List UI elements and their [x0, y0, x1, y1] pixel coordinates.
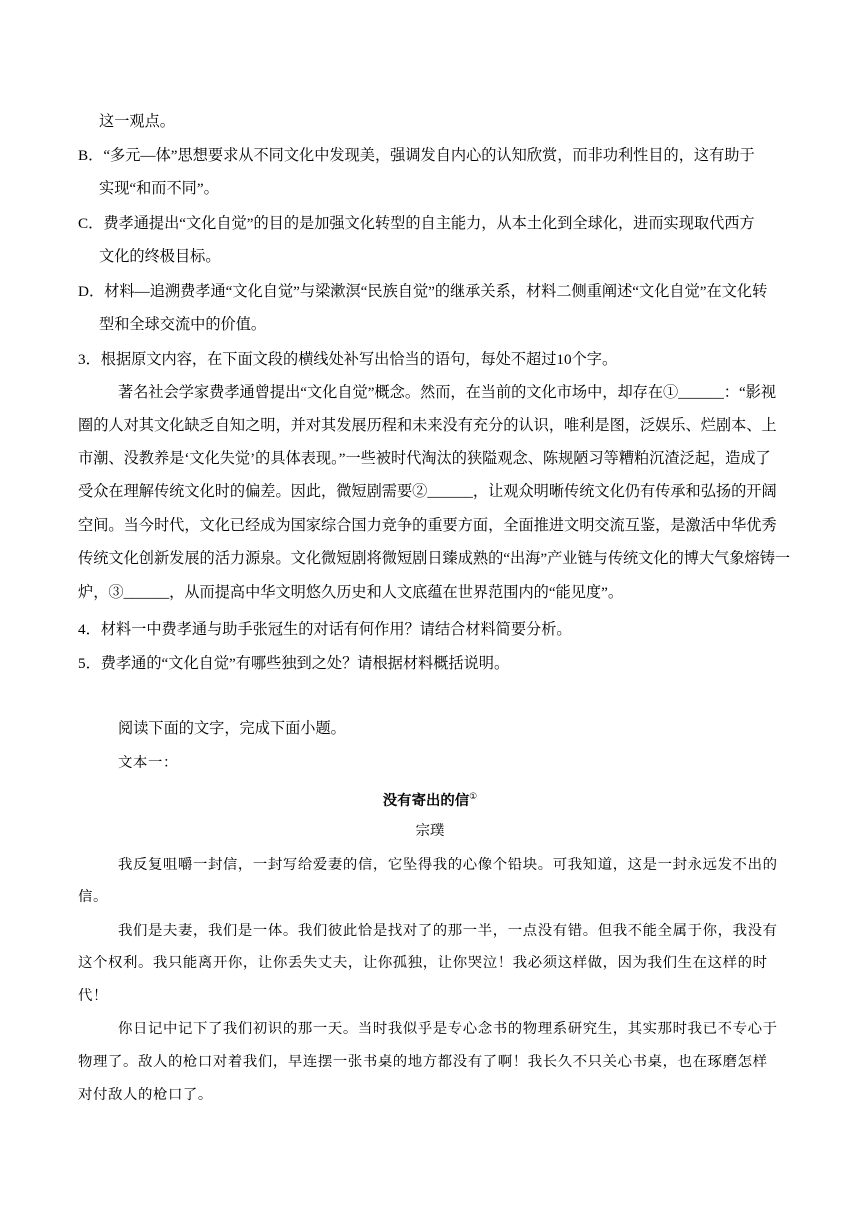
option-c-line-2: 文化的终极目标。 [99, 248, 221, 265]
question-3-passage-line: 市潮、没教养是‘文化失觉’的具体表现。”一些被时代淘汰的狭隘观念、陈规陋习等糟粕沉渣泛起，造成了 [78, 450, 771, 467]
option-a-continuation: 这一观点。 [99, 113, 175, 130]
option-b-line-1: B．“多元—体”思想要求从不同文化中发现美，强调发自内心的认知欣赏，而非功利性目的，这有助于 [78, 147, 755, 164]
question-3-passage-line: 圈的人对其文化缺乏自知之明，并对其发展历程和未来没有充分的认识，唯利是图，泛娱乐、烂剧本、上 [78, 417, 777, 434]
article-author: 宗璞 [415, 823, 445, 839]
article-title-text: 没有寄出的信 [382, 792, 470, 809]
article-title [0, 787, 860, 811]
article-paragraph-line: 我反复咀嚼一封信，一封写给爱妻的信，它坠得我的心像个铅块。可我知道，这是一封永远发不出的 [118, 857, 778, 873]
question-5: 5．费孝通的“文化自觉”有哪些独到之处？请根据材料概括说明。 [78, 655, 510, 672]
article-paragraph-line: 我们是夫妻，我们是一体。我们彼此恰是找对了的那一半，一点没有错。但我不能全属于你，我没有 [118, 923, 778, 939]
question-3-passage-line: 炉，③______，从而提高中华文明悠久历史和人文底蕴在世界范围内的“能见度”。 [78, 584, 624, 601]
question-3-passage-line: 著名社会学家费孝通曾提出“文化自觉”概念。然而，在当前的文化市场中，却存在①______：“影视 [118, 384, 777, 401]
article-paragraph-line: 你日记中记下了我们初识的那一天。当时我似乎是专心念书的物理系研究生，其实那时我已不专心于 [118, 1021, 778, 1037]
reading-instruction: 阅读下面的文字，完成下面小题。 [118, 720, 346, 737]
question-3-passage-line: 空间。当今时代，文化已经成为国家综合国力竞争的重要方面，全面推进文明交流互鉴，是激活中华优秀 [78, 517, 777, 534]
article-paragraph-line: 物理了。敌人的枪口对着我们，早连摆一张书桌的地方都没有了啊！我长久不只关心书桌，也在琢磨怎样 [78, 1054, 768, 1070]
article-paragraph-line: 代！ [78, 988, 108, 1004]
text-label: 文本一： [118, 755, 178, 771]
question-3-stem: 3．根据原文内容，在下面文段的横线处补写出恰当的语句，每处不超过10个字。 [78, 351, 618, 368]
option-b-line-2: 实现“和而不同”。 [99, 180, 219, 197]
article-paragraph-line: 这个权利。我只能离开你，让你丢失丈夫，让你孤独，让你哭泣！我必须这样做，因为我们生在这样的时 [78, 955, 768, 971]
option-c-line-1: C．费孝通提出“文化自觉”的目的是加强文化转型的自主能力，从本土化到全球化，进而实现取代西方 [78, 215, 755, 232]
article-paragraph-line: 信。 [78, 889, 108, 905]
question-3-passage-line: 受众在理解传统文化时的偏差。因此，微短剧需要②______，让观众明晰传统文化仍有传承和弘扬的开阔 [78, 483, 777, 500]
question-3-passage-line: 传统文化创新发展的活力源泉。文化微短剧将微短剧日臻成熟的“出海”产业链与传统文化的博大气象熔铸一 [78, 550, 791, 567]
question-4: 4．材料一中费孝通与助手张冠生的对话有何作用？请结合材料简要分析。 [78, 621, 572, 638]
option-d-line-1: D．材料—追溯费孝通“文化自觉”与梁漱溟“民族自觉”的继承关系，材料二侧重阐述“文化自觉”在文化转 [78, 283, 768, 300]
option-d-line-2: 型和全球交流中的价值。 [99, 316, 267, 333]
article-paragraph-line: 对付敌人的枪口了。 [78, 1087, 213, 1103]
footnote-marker: ① [469, 792, 478, 802]
